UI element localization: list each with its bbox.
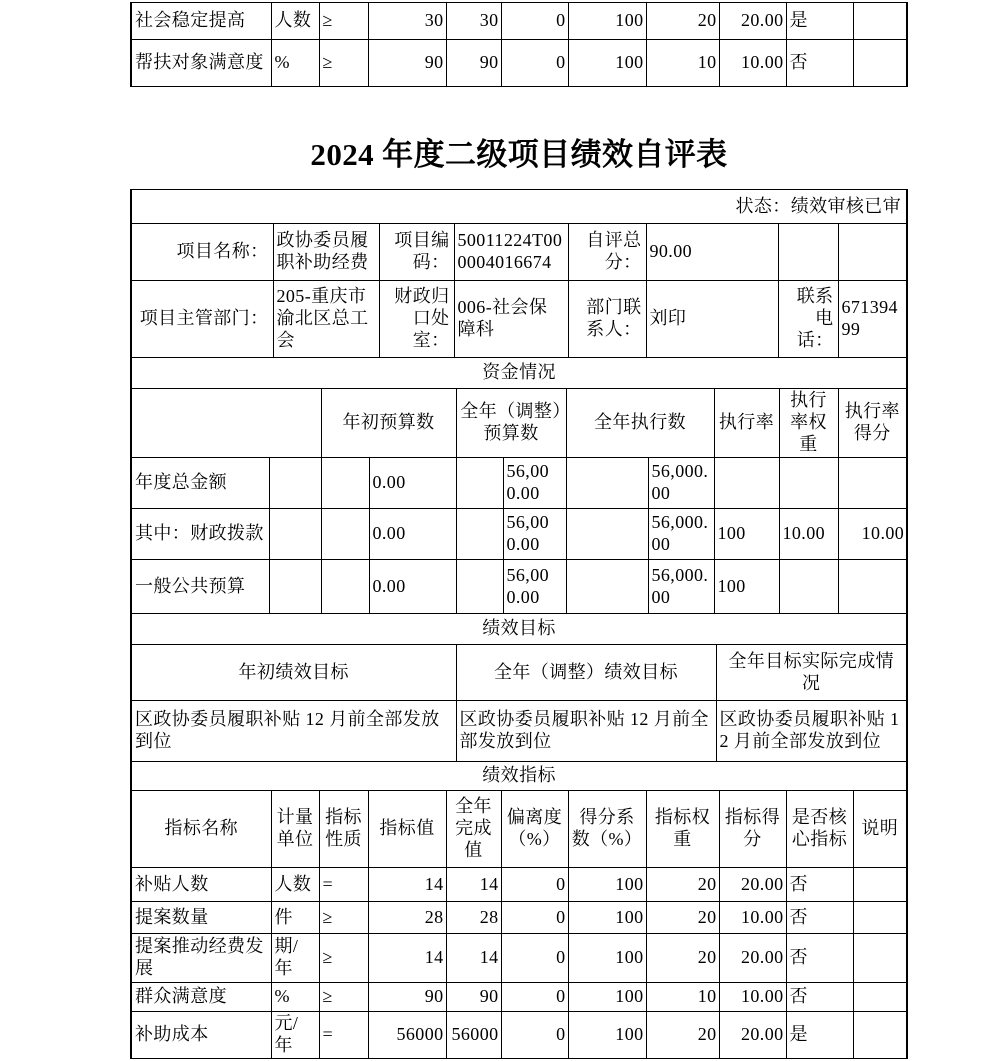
funding-row-label: 其中：财政拨款: [131, 509, 269, 560]
table-row: [131, 934, 907, 983]
nature-cell: ≥: [319, 902, 368, 934]
budget-adjusted-cell: 56,000.00: [503, 560, 566, 614]
unit-cell: 元/年: [271, 1012, 319, 1059]
phone-value: 67139499: [838, 281, 907, 358]
weight-cell: 20: [646, 1012, 719, 1059]
project-code-label: 项目编码：: [379, 224, 454, 281]
score-coef-cell: 100: [568, 868, 646, 902]
table-row: [131, 1012, 907, 1059]
score-coef-cell: 100: [568, 3, 646, 40]
exec-score-cell: [838, 560, 907, 614]
header-cell: 指标得分: [719, 791, 786, 868]
target-value-cell: 30: [368, 3, 446, 40]
deviation-cell: 0: [501, 983, 568, 1012]
header-cell: 年初绩效目标: [131, 645, 456, 701]
unit-cell: 人数: [271, 3, 319, 40]
header-cell: 执行率得分: [838, 389, 907, 458]
unit-cell: 件: [271, 902, 319, 934]
header-cell: 全年执行数: [566, 389, 714, 458]
table-row: [131, 560, 907, 614]
executed-cell: 56,000.00: [648, 509, 714, 560]
finance-office-value: 006-社会保障科: [454, 281, 568, 358]
score-coef-cell: 100: [568, 983, 646, 1012]
funding-table: [130, 358, 908, 614]
nature-cell: ≥: [319, 983, 368, 1012]
exec-score-cell: [838, 458, 907, 509]
nature-cell: ≥: [319, 3, 368, 40]
table-row: [131, 701, 907, 762]
target-value-cell: 14: [368, 868, 446, 902]
empty-cell: [566, 509, 648, 560]
deviation-cell: 0: [501, 902, 568, 934]
remark-cell: [853, 934, 907, 983]
contact-value: 刘印: [646, 281, 778, 358]
empty-cell: [456, 560, 503, 614]
header-row: [131, 645, 907, 701]
exec-rate-cell: [714, 458, 779, 509]
exec-rate-cell: 100: [714, 509, 779, 560]
header-cell: 全年目标实际完成情况: [716, 645, 907, 701]
phone-label: 联系电话：: [778, 281, 838, 358]
weight-cell: 20: [646, 934, 719, 983]
score-coef-cell: 100: [568, 1012, 646, 1059]
funding-row-label: 年度总金额: [131, 458, 269, 509]
completed-value-cell: 28: [446, 902, 501, 934]
status-row: [131, 190, 907, 224]
goal-adjusted-cell: 区政协委员履职补贴 12 月前全部发放到位: [456, 701, 716, 762]
project-code-value: 50011224T000004016674: [454, 224, 568, 281]
header-cell: 指标值: [368, 791, 446, 868]
completed-value-cell: 30: [446, 3, 501, 40]
executed-cell: 56,000.00: [648, 560, 714, 614]
header-cell: 得分系数（%）: [568, 791, 646, 868]
empty-cell: [456, 458, 503, 509]
empty-cell: [566, 458, 648, 509]
table-row: [131, 3, 907, 40]
target-value-cell: 28: [368, 902, 446, 934]
target-value-cell: 14: [368, 934, 446, 983]
unit-cell: 期/年: [271, 934, 319, 983]
indicator-name-cell: 群众满意度: [131, 983, 271, 1012]
core-flag-cell: 否: [786, 868, 853, 902]
header-cell: 指标权重: [646, 791, 719, 868]
header-cell: 计量单位: [271, 791, 319, 868]
dept-value: 205-重庆市渝北区总工会: [273, 281, 379, 358]
header-cell: 偏离度（%）: [501, 791, 568, 868]
self-score-label: 自评总分：: [568, 224, 646, 281]
empty-cell: [321, 560, 369, 614]
empty-cell: [838, 224, 907, 281]
table-row: [131, 902, 907, 934]
core-flag-cell: 否: [786, 40, 853, 87]
dept-label: 项目主管部门：: [131, 281, 273, 358]
header-row: [131, 389, 907, 458]
budget-adjusted-cell: 56,000.00: [503, 458, 566, 509]
nature-cell: ≥: [319, 934, 368, 983]
funding-section-title: 资金情况: [131, 358, 907, 389]
contact-label: 部门联系人：: [568, 281, 646, 358]
header-cell: 全年（调整）预算数: [456, 389, 566, 458]
exec-weight-cell: [779, 458, 838, 509]
deviation-cell: 0: [501, 1012, 568, 1059]
exec-score-cell: 10.00: [838, 509, 907, 560]
completed-value-cell: 14: [446, 934, 501, 983]
header-cell: 指标性质: [319, 791, 368, 868]
header-cell: [131, 389, 321, 458]
score-cell: 10.00: [719, 983, 786, 1012]
score-cell: 10.00: [719, 40, 786, 87]
budget-adjusted-cell: 56,000.00: [503, 509, 566, 560]
header-cell: 全年完成值: [446, 791, 501, 868]
table-row: [131, 458, 907, 509]
empty-cell: [269, 560, 321, 614]
unit-cell: %: [271, 983, 319, 1012]
page-title: 2024 年度二级项目绩效自评表: [310, 137, 728, 172]
budget-initial-cell: 0.00: [369, 509, 456, 560]
table-row: [131, 983, 907, 1012]
table-row: [131, 868, 907, 902]
weight-cell: 10: [646, 40, 719, 87]
nature-cell: =: [319, 868, 368, 902]
unit-cell: 人数: [271, 868, 319, 902]
table-row: [131, 281, 907, 358]
header-cell: 执行率权重: [779, 389, 838, 458]
core-flag-cell: 否: [786, 934, 853, 983]
exec-weight-cell: [779, 560, 838, 614]
table-row: [131, 40, 907, 87]
remark-cell: [853, 40, 907, 87]
score-coef-cell: 100: [568, 40, 646, 87]
core-flag-cell: 否: [786, 902, 853, 934]
target-value-cell: 90: [368, 983, 446, 1012]
remark-cell: [853, 3, 907, 40]
project-info-table: [130, 189, 908, 358]
indicators-table: [130, 762, 908, 1059]
section-title-row: [131, 614, 907, 645]
deviation-cell: 0: [501, 40, 568, 87]
remark-cell: [853, 868, 907, 902]
weight-cell: 20: [646, 902, 719, 934]
goal-initial-cell: 区政协委员履职补贴 12 月前全部发放到位: [131, 701, 456, 762]
core-flag-cell: 是: [786, 3, 853, 40]
previous-page-indicator-table: [130, 2, 908, 87]
core-flag-cell: 是: [786, 1012, 853, 1059]
empty-cell: [321, 509, 369, 560]
project-name-label: 项目名称：: [131, 224, 273, 281]
goals-table: [130, 614, 908, 762]
executed-cell: 56,000.00: [648, 458, 714, 509]
score-cell: 20.00: [719, 868, 786, 902]
section-title-row: [131, 762, 907, 791]
completed-value-cell: 14: [446, 868, 501, 902]
empty-cell: [269, 509, 321, 560]
completed-value-cell: 90: [446, 40, 501, 87]
remark-cell: [853, 983, 907, 1012]
project-name-value: 政协委员履职补助经费: [273, 224, 379, 281]
deviation-cell: 0: [501, 934, 568, 983]
funding-row-label: 一般公共预算: [131, 560, 269, 614]
score-cell: 20.00: [719, 934, 786, 983]
table-row: [131, 224, 907, 281]
indicator-name-cell: 提案数量: [131, 902, 271, 934]
nature-cell: ≥: [319, 40, 368, 87]
score-coef-cell: 100: [568, 902, 646, 934]
indicator-name-cell: 帮扶对象满意度: [131, 40, 271, 87]
remark-cell: [853, 902, 907, 934]
exec-weight-cell: 10.00: [779, 509, 838, 560]
score-cell: 20.00: [719, 1012, 786, 1059]
completed-value-cell: 90: [446, 983, 501, 1012]
table-row: [131, 509, 907, 560]
indicator-name-cell: 补贴人数: [131, 868, 271, 902]
header-cell: 年初预算数: [321, 389, 456, 458]
header-cell: 指标名称: [131, 791, 271, 868]
indicator-name-cell: 提案推动经费发展: [131, 934, 271, 983]
budget-initial-cell: 0.00: [369, 560, 456, 614]
self-score-value: 90.00: [646, 224, 778, 281]
empty-cell: [778, 224, 838, 281]
header-cell: 执行率: [714, 389, 779, 458]
target-value-cell: 56000: [368, 1012, 446, 1059]
indicator-name-cell: 社会稳定提高: [131, 3, 271, 40]
weight-cell: 20: [646, 868, 719, 902]
target-value-cell: 90: [368, 40, 446, 87]
header-cell: 说明: [853, 791, 907, 868]
section-title-row: [131, 358, 907, 389]
core-flag-cell: 否: [786, 983, 853, 1012]
remark-cell: [853, 1012, 907, 1059]
status-text: 状态：绩效审核已审: [131, 190, 907, 224]
empty-cell: [456, 509, 503, 560]
header-row: [131, 791, 907, 868]
unit-cell: %: [271, 40, 319, 87]
nature-cell: =: [319, 1012, 368, 1059]
score-coef-cell: 100: [568, 934, 646, 983]
deviation-cell: 0: [501, 868, 568, 902]
score-cell: 10.00: [719, 902, 786, 934]
empty-cell: [566, 560, 648, 614]
empty-cell: [321, 458, 369, 509]
empty-cell: [269, 458, 321, 509]
header-cell: 是否核心指标: [786, 791, 853, 868]
goal-actual-cell: 区政协委员履职补贴 12 月前全部发放到位: [716, 701, 907, 762]
score-cell: 20.00: [719, 3, 786, 40]
indicators-section-title: 绩效指标: [131, 762, 907, 791]
deviation-cell: 0: [501, 3, 568, 40]
exec-rate-cell: 100: [714, 560, 779, 614]
finance-office-label: 财政归口处室：: [379, 281, 454, 358]
weight-cell: 20: [646, 3, 719, 40]
indicator-name-cell: 补助成本: [131, 1012, 271, 1059]
header-cell: 全年（调整）绩效目标: [456, 645, 716, 701]
completed-value-cell: 56000: [446, 1012, 501, 1059]
goals-section-title: 绩效目标: [131, 614, 907, 645]
weight-cell: 10: [646, 983, 719, 1012]
budget-initial-cell: 0.00: [369, 458, 456, 509]
